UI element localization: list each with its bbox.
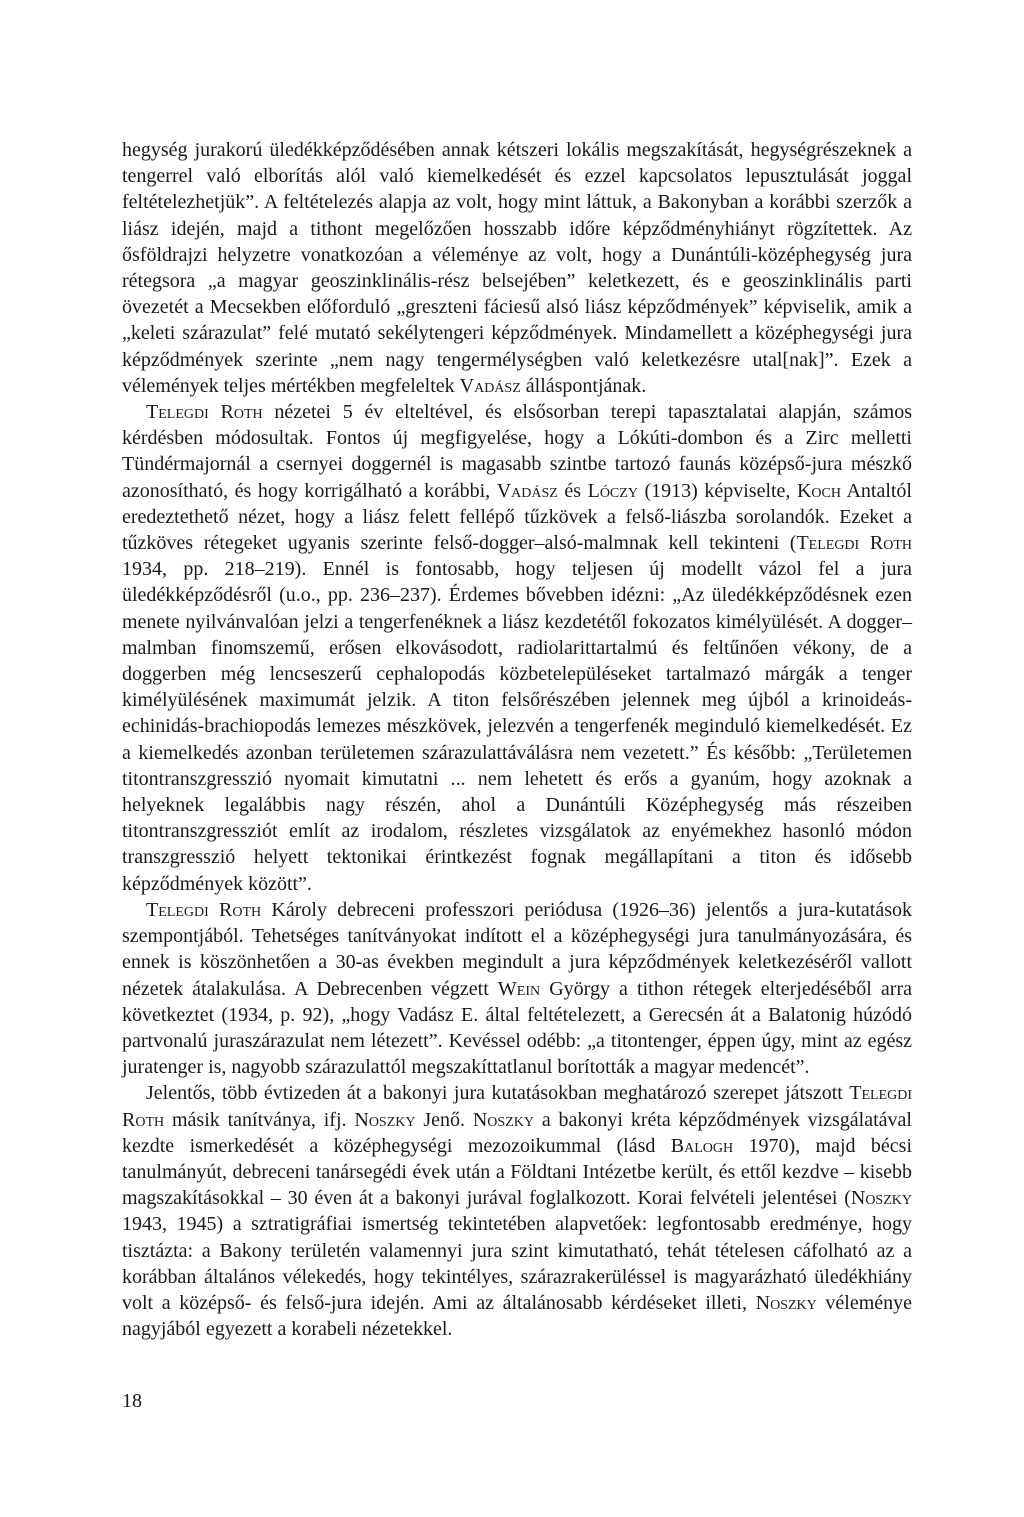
text-run: Jenő.	[415, 1108, 473, 1131]
author-name: Vadász	[459, 374, 521, 397]
page-number: 18	[122, 1390, 142, 1412]
author-name: Lóczy	[587, 479, 638, 502]
paragraph-4	[122, 1080, 912, 1342]
paragraph-2	[122, 399, 912, 897]
author-name: Koch	[796, 479, 841, 502]
text-run: 1934, pp. 218–219). Ennél is fontosabb, hogy teljesen új modellt vázol fel a jura üledékképződésről (u.o., pp. 236–237). Érdemes bővebben idézni: „Az üledékképződésnek ezen menete nyilvánvalóan jelzi a tengerfenéknek a liász kezdetétől fokozatos kimélyülését. A dogger–malmban finomszemű, erősen elkovásodott, radiolarittartalmú és feltűnően vékony, de a doggerben még lencseszerű cephalopodás közbetelepüléseket tartalmazó márgák a tenger kimélyülésének maximumát jelzik. A titon felsőrészében jelennek meg újból a krinoideás-echinidás-brachiopodás lemezes mészkövek, jelezvén a tengerfenék meginduló kiemelkedését. Ez a kiemelkedés azonban területemen szárazulattáválásra nem vezetett.” És később: „Területemen titontranszgresszió nyomait kimutatni ... nem lehetett és erős a gyanúm, hogy azoknak a helyeknek legalábbis nagy részén, ahol a Dunántúli Középhegység más részeiben titontranszgressziót említ az irodalom, részletes vizsgálatok az enyémekhez hasonló módon transzgresszió helyett tektonikai érintkezést fognak megállapítani a titon és idősebb képződmények között”.	[122, 558, 912, 895]
paragraph-1	[122, 137, 912, 399]
author-name: Noszky	[472, 1108, 534, 1131]
author-name: Balogh	[670, 1134, 734, 1157]
text-run: 1970), majd bécsi tanulmányút, debreceni tanársegédi évek után a Földtani Intézetbe került, és ettől kezdve – kisebb magszakításokkal – 30 éven át a bakonyi jurával foglalkozott. Korai felvételi jelentései (	[122, 1134, 912, 1210]
text-run: és	[557, 479, 588, 502]
author-name: Telegdi Roth	[122, 1082, 912, 1131]
text-run: (1913) képviselte,	[637, 479, 797, 502]
text-run: Jelentős, több évtizeden át a bakonyi jura kutatásokban meghatározó szerepet játszott	[146, 1082, 850, 1105]
page-body	[122, 137, 912, 1342]
text-run: álláspontjának.	[520, 374, 647, 397]
author-name: Telegdi Roth	[146, 898, 262, 921]
author-name: Telegdi Roth	[796, 532, 912, 555]
text-run: másik tanítványa, ifj.	[164, 1108, 355, 1131]
author-name: Vadász	[496, 479, 558, 502]
author-name: Noszky	[755, 1291, 817, 1314]
author-name: Noszky	[354, 1108, 416, 1131]
text-run: Antaltól eredeztethető nézet, hogy a liász felett fellépő tűzkövek a felső-liászba sorolandók. Ezeket a tűzköves rétegeket ugyanis szerinte felső-dogger–alsó-malmnak kell tekinteni (	[122, 479, 912, 555]
text-run: 1943, 1945) a sztratigráfiai ismertség tekintetében alapvetőek: legfontosabb eredménye, hogy tisztázta: a Bakony területén valamennyi jura szint kimutatható, tehát tételesen cáfolható az a korábban általános vélekedés, hogy tekintélyes, szárazrakerüléssel is magyarázható üledékhiány volt a középső- és felső-jura idején. Ami az általánosabb kérdéseket illeti,	[122, 1213, 912, 1314]
author-name: Noszky	[850, 1187, 912, 1210]
text-run: György a tithon rétegek elterjedéséből arra következtet (1934, p. 92), „hogy Vadász E. által feltételezett, a Gerecsén át a Balatonig húzódó partvonalú juraszárazulat nem létezett”. Kevéssel odébb: „a titontenger, éppen úgy, mint az egész juratenger is, nagyobb szárazulattól megszakíttatlanul borították a magyar medencét”.	[122, 977, 913, 1079]
paragraph-3	[122, 897, 912, 1080]
text-run: nézetei 5 év elteltével, és elsősorban terepi tapasztalatai alapján, számos kérdésben módosultak. Fontos új megfigyelése, hogy a Lókúti-dombon és a Zirc melletti Tündérmajornál a csernyei doggernél is magasabb szintbe tartozó faunás középső-jura mészkő azonosítható, és hogy korrigálható a korábbi,	[122, 401, 912, 502]
text-run: Károly debreceni professzori periódusa (1926–36) jelentős a jura-kutatások szempontjából. Tehetséges tanítványokat indított el a középhegységi jura tanulmányozására, és ennek is köszönhetően a 30-as években megindult a jura képződmények keletkezéséről vallott nézetek átalakulása. A Debrecenben végzett	[122, 898, 912, 1000]
text-run: a bakonyi kréta képződmények vizsgálatával kezdte ismerkedését a középhegységi mezozoikummal (lásd	[122, 1108, 912, 1157]
text-run: véleménye nagyjából egyezett a korabeli nézetekkel.	[122, 1291, 913, 1341]
author-name: Telegdi Roth	[146, 401, 263, 424]
author-name: Wein	[497, 977, 541, 1000]
text-run: hegység jurakorú üledékképződésében annak kétszeri lokális megszakítását, hegységrészeknek a tengerrel való elborítás alól való kiemelkedését és ezzel kapcsolatos lepusztulását joggal feltételezhetjük”. A feltételezés alapja az volt, hogy mint láttuk, a Bakonyban a korábbi szerzők a liász idején, majd a tithont megelőzően hosszabb időre képződményhiányt rögzítettek. Az ősföldrajzi helyzetre vonatkozóan a véleménye az volt, hogy a Dunántúli-középhegység jura rétegsora „a magyar geoszinklinális-rész belsejében” keletkezett, és e geoszinklinális parti övezetét a Mecsekben előforduló „greszteni fáciesű alsó liász képződmények” képviselik, amik a „keleti szárazulat” felé mutató sekélytengeri képződmények. Mindamellett a középhegységi jura képződmények szerinte „nem nagy tengermélységben való keletkezésre utal[nak]”. Ezek a vélemények teljes mértékben megfeleltek	[122, 139, 912, 397]
